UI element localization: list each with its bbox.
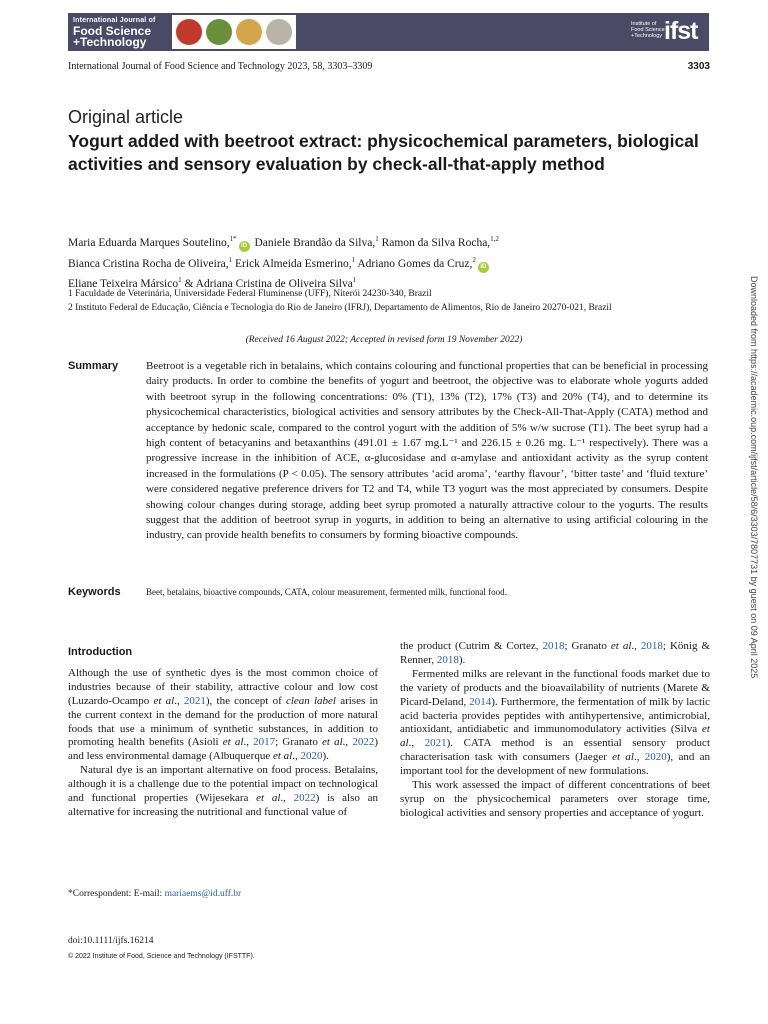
body-text: ; Granato (275, 736, 322, 749)
doi: doi:10.1111/ijfs.16214 (68, 936, 154, 946)
citation-link[interactable]: 2021 (424, 737, 447, 750)
author-affiliation-marker: 1 (352, 276, 357, 285)
body-text: Although the use of synthetic dyes is the most common choice of industries because of their stability, attractive colour and low cost (Luzardo-Ocampo (68, 666, 378, 707)
body-text: ., (408, 737, 425, 750)
citation-link[interactable]: 2021 (183, 694, 206, 707)
author-name (382, 237, 499, 249)
running-head: International Journal of Food Science and Technology 2023, 58, 3303–3309 (68, 61, 373, 72)
journal-logo (73, 15, 156, 48)
author-name-text: Ramon da Silva Rocha, (381, 236, 491, 249)
author-name-text: Erick Almeida Esmerino, (235, 257, 352, 270)
keywords-label: Keywords (68, 586, 121, 598)
citation-link[interactable]: 2022 (293, 792, 316, 805)
ifst-logo: ifst (664, 17, 698, 45)
author-affiliation-marker: 1 (351, 255, 356, 264)
author-affiliation-marker: 1 (178, 276, 182, 285)
italic-text: et al (272, 750, 293, 763)
body-text: ) and less environmental damage (Albuquerque (68, 736, 379, 763)
food-image-4 (266, 19, 292, 45)
summary-text: Beetroot is a vegetable rich in betalains, which contains colouring and functional properties that can be beneficial in processing dairy products. In order to combine the benefits of yogurt and beetroot, the objective was to elaborate whole yogurts added with beetroot syrup in the following concentrations: 0% (T1), 13% (T2), 17% (T3) and 20% (T4), and to determine its physicochemical characteristics, biological activities and sensory attributes by the Check-All-That-Apply (CATA) method and acceptance by hedonic scale, compared to the control yogurt with the addition of 5% w/w sucrose (T1). The beet syrup had a high content of betacyanins and betaxanthins (491.01 ± 1.67 mg.L⁻¹ and 226.15 ± 0.26 mg. L⁻¹ respectively). There was a progressive increase in the inhibition of ACE, α-glucosidase and α-amylase and antioxidant activity as the syrup content increased in the formulations (P < 0.05). The sensory attributes ‘acid aroma’, ‘earthy flavour’, ‘bitter taste’ and ‘fluid texture’ were considered negative preference drivers for T2 and T4, while T3 yogurt was the most appreciated by consumers. Despite showing colour changes during storage, adding beet syrup promoted a naturally attractive colour to the yogurts. The results suggest that the addition of beetroot syrup in yogurts, in addition to being an alternative to using artificial colouring in the industry, can provide health benefits to consumers by forming bioactive compounds. (146, 360, 708, 542)
keywords-text: Beet, betalains, bioactive compounds, CATA, colour measurement, fermented milk, functional food. (146, 587, 507, 597)
italic-text: et al (322, 736, 343, 749)
body-text: Natural dye is an important alternative on food process. Betalains, although it is a challenge due to the potential impact on technological and functional properties (Wijesekara (68, 764, 378, 805)
body-text: ). CATA method is an essential sensory product characterisation task with consumers (Jaeger (400, 737, 710, 764)
body-paragraph (68, 667, 378, 764)
publisher-institute-text: Institute of Food Science +Technology (631, 21, 665, 39)
body-text: ., (633, 751, 645, 764)
correspondent-label: *Correspondent: E-mail: (68, 889, 165, 899)
food-image-1 (176, 19, 202, 45)
author-affiliation-marker: 1 (375, 235, 379, 243)
author-name (235, 255, 356, 270)
body-paragraph (68, 764, 378, 820)
affiliation-2: 2 Instituto Federal de Educação, Ciência e Tecnologia do Rio de Janeiro (IFRJ), Departamento de Alimentos, Rio de Janeiro 20270-021, Brazil (68, 303, 612, 313)
author-affiliation-marker: 1 (228, 255, 233, 264)
citation-link[interactable]: 2018 (542, 640, 565, 652)
received-dates: (Received 16 August 2022; Accepted in revised form 19 November 2022) (245, 335, 523, 345)
italic-text: et al (610, 640, 632, 652)
author-affiliation-marker: 2 (472, 255, 476, 264)
journal-logo-line1: International Journal of (73, 17, 156, 24)
citation-link[interactable]: 2018 (436, 653, 459, 666)
author-name-text: Adriano Gomes da Cruz, (357, 257, 473, 270)
body-text: Fermented milks are relevant in the functional foods market due to the variety of products and the bioavailability of nutrients (Marete & Picard-Deland, (400, 667, 710, 708)
journal-logo-line3: +Technology (73, 35, 147, 49)
italic-text: et al (153, 694, 175, 707)
author-name (68, 255, 233, 270)
author-name (357, 255, 490, 270)
body-paragraph (400, 779, 710, 821)
introduction-heading: Introduction (68, 646, 133, 658)
citation-link[interactable]: 2022 (352, 736, 375, 749)
author-name (254, 237, 378, 249)
italic-text: et al (222, 736, 244, 749)
body-text: ). (458, 653, 466, 666)
author-affiliation-marker: 1,2 (490, 235, 499, 243)
body-paragraph (400, 668, 710, 779)
body-text: ; König & Renner, (400, 640, 711, 666)
author-name-text: Maria Eduarda Marques Soutelino, (68, 236, 230, 249)
body-text: arises in the current context in the demand for the production of more natural foods that use a minimum of synthetic substances, in addition to promoting health benefits (Asioli (68, 694, 379, 749)
correspondent-email-link[interactable]: mariaems@id.uff.br (164, 889, 242, 899)
citation-link[interactable]: 2018 (640, 640, 663, 652)
citation-link[interactable]: 2014 (469, 695, 492, 708)
body-text: ., (174, 694, 184, 707)
body-text: ., (342, 736, 353, 749)
body-paragraph (400, 640, 710, 668)
body-text: ) is also an alternative for increasing the nutritional and functional value of (68, 792, 379, 818)
cover-images (172, 15, 296, 49)
copyright: © 2022 Institute of Food, Science and Technology (IFSTTF). (68, 953, 255, 960)
author-affiliation-marker: 1* (229, 235, 237, 243)
body-text: ), the concept of (205, 694, 286, 707)
page-number: 3303 (687, 61, 710, 72)
article-title: Yogurt added with beetroot extract: physicochemical parameters, biological activities and sensory evaluation by check-all-that-apply method (68, 131, 699, 174)
italic-text: et al (612, 751, 634, 764)
citation-link[interactable]: 2020 (300, 750, 323, 763)
orcid-icon[interactable]: iD (239, 241, 250, 252)
body-column-left (68, 646, 378, 820)
body-text: the product (Cutrim & Cortez, (400, 640, 543, 652)
download-notice: Downloaded from https://academic.oup.com/ijfst/article/58/6/3303/7807731 by guest on 09 April 2025 (749, 276, 759, 679)
author-name-text: Eliane Teixeira Mársico (68, 278, 179, 291)
body-text: ., (280, 792, 294, 805)
body-text: ). Furthermore, the fermentation of milk by lactic acid bacteria provides peptides with antihypertensive, antimicrobial, antioxidant, antidiabetic and immunomodulatory activities (Silva (400, 695, 711, 736)
body-text: ., (631, 640, 641, 652)
italic-text: clean label (285, 694, 336, 707)
body-text: ; Granato (564, 640, 611, 652)
citation-link[interactable]: 2017 (253, 736, 276, 749)
food-image-3 (236, 19, 262, 45)
journal-banner (68, 13, 709, 51)
orcid-icon[interactable]: iD (478, 262, 489, 273)
correspondent (68, 889, 241, 899)
body-text: ., (243, 736, 254, 749)
body-text: ). (322, 750, 329, 763)
summary-label: Summary (68, 360, 119, 372)
citation-link[interactable]: 2020 (644, 751, 667, 764)
body-text: ), and an important tool for the development of new formulations. (400, 751, 711, 778)
author-name-text: & Adriana Cristina de Oliveira Silva (184, 278, 353, 291)
author-list (68, 231, 688, 292)
journal-logo-line2: Food Science (73, 24, 152, 38)
italic-text: et al (400, 723, 710, 750)
author-name (68, 237, 252, 249)
affiliation-1: 1 Faculdade de Veterinária, Universidade Federal Fluminense (UFF), Niterói 24230-340, Brazil (68, 289, 432, 299)
author-name-text: Daniele Brandão da Silva, (254, 236, 376, 249)
italic-text: et al (256, 792, 281, 805)
body-text: ., (292, 750, 301, 763)
food-image-2 (206, 19, 232, 45)
article-type: Original article (68, 107, 184, 127)
body-text: This work assessed the impact of different concentrations of beet syrup on the physicochemical parameters over storage time, biological activities and sensory properties and acceptance of yogurt. (400, 779, 710, 819)
author-name-text: Bianca Cristina Rocha de Oliveira, (68, 257, 229, 270)
body-column-right (400, 640, 710, 821)
